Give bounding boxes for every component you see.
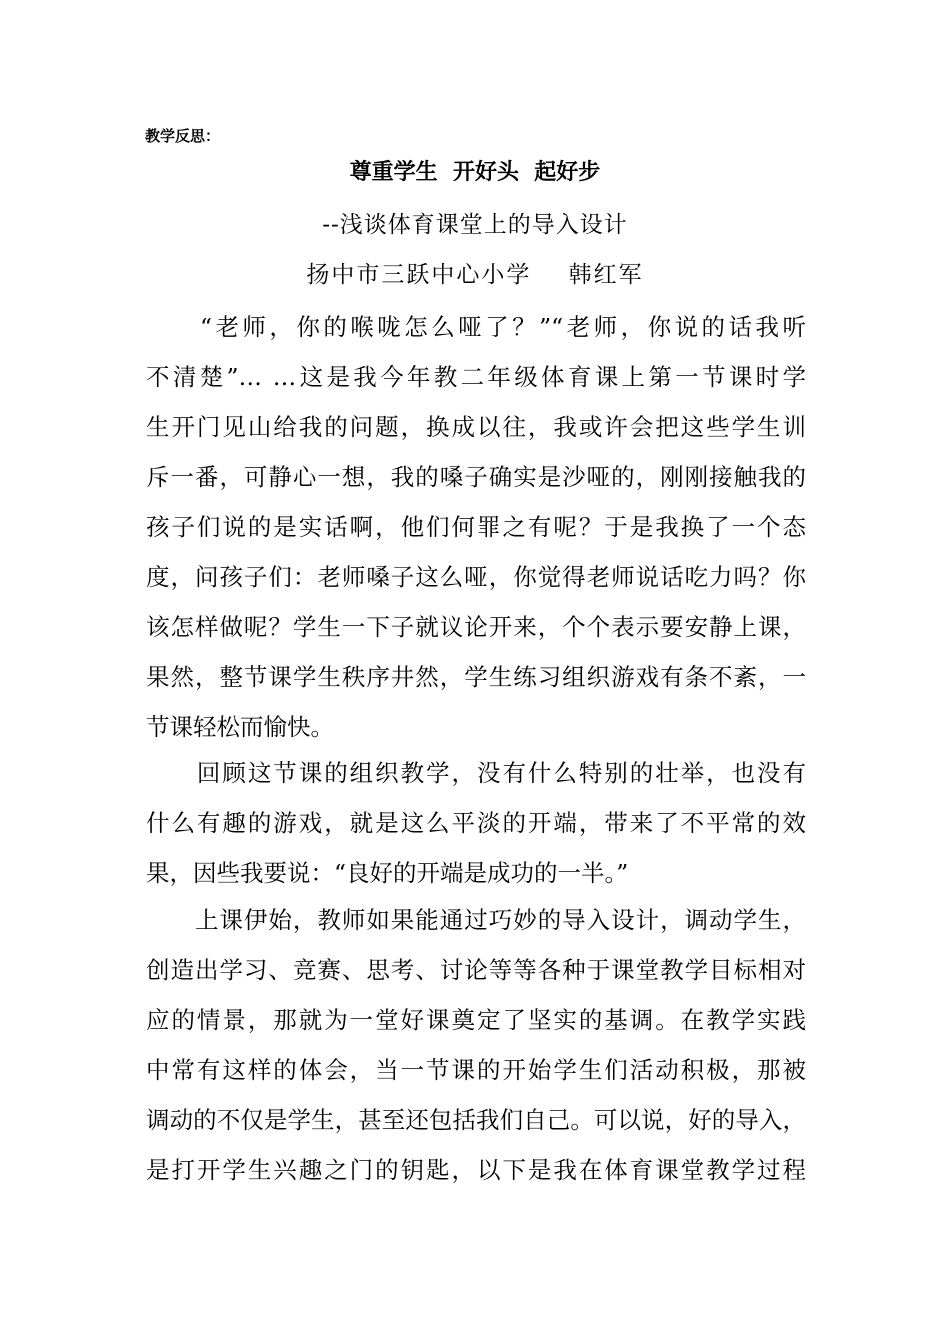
paragraph-2 bbox=[146, 748, 806, 898]
paragraph-line: “老师，你的喉咙怎么哑了？”“老师，你说的话我听 bbox=[146, 313, 806, 341]
paragraph-line: 调动的不仅是学生，甚至还包括我们自己。可以说，好的导入， bbox=[146, 1106, 806, 1134]
paragraph-line: 度，问孩子们：老师嗓子这么哑，你觉得老师说话吃力吗？你 bbox=[146, 563, 806, 591]
paragraph-line: 应的情景，那就为一堂好课奠定了坚实的基调。在教学实践 bbox=[146, 1006, 806, 1034]
paragraph-line: 上课伊始，教师如果能通过巧妙的导入设计，调动学生， bbox=[146, 906, 806, 934]
paragraph-line: 是打开学生兴趣之门的钥匙，以下是我在体育课堂教学过程 bbox=[146, 1156, 806, 1184]
paragraph-line: 果然，整节课学生秩序井然，学生练习组织游戏有条不紊，一 bbox=[146, 663, 806, 691]
article-subtitle: --浅谈体育课堂上的导入设计 bbox=[322, 212, 628, 238]
paragraph-line: 创造出学习、竞赛、思考、讨论等等各种于课堂教学目标相对 bbox=[146, 956, 806, 984]
paragraph-3 bbox=[146, 895, 806, 1195]
paragraph-line: 斥一番，可静心一想，我的嗓子确实是沙哑的，刚刚接触我的 bbox=[146, 463, 806, 491]
paragraph-line: 中常有这样的体会，当一节课的开始学生们活动积极，那被 bbox=[146, 1056, 806, 1084]
paragraph-line: 不清楚”… …这是我今年教二年级体育课上第一节课时学 bbox=[146, 363, 806, 391]
article-title: 尊重学生 开好头 起好步 bbox=[349, 160, 601, 185]
paragraph-line: 节课轻松而愉快。 bbox=[146, 713, 334, 741]
paragraph-line: 回顾这节课的组织教学，没有什么特别的壮举，也没有 bbox=[146, 759, 806, 787]
author-line: 扬中市三跃中心小学 韩红军 bbox=[306, 262, 644, 288]
paragraph-line: 孩子们说的是实话啊，他们何罪之有呢？于是我换了一个态 bbox=[146, 513, 806, 541]
paragraph-line: 果，因些我要说：“良好的开端是成功的一半。” bbox=[146, 859, 629, 887]
section-label: 教学反思： bbox=[145, 127, 221, 145]
paragraph-line: 生开门见山给我的问题，换成以往，我或许会把这些学生训 bbox=[146, 413, 806, 441]
paragraph-1 bbox=[146, 302, 806, 752]
paragraph-line: 该怎样做呢？学生一下子就议论开来，个个表示要安静上课， bbox=[146, 613, 806, 641]
paragraph-line: 什么有趣的游戏，就是这么平淡的开端，带来了不平常的效 bbox=[146, 809, 806, 837]
